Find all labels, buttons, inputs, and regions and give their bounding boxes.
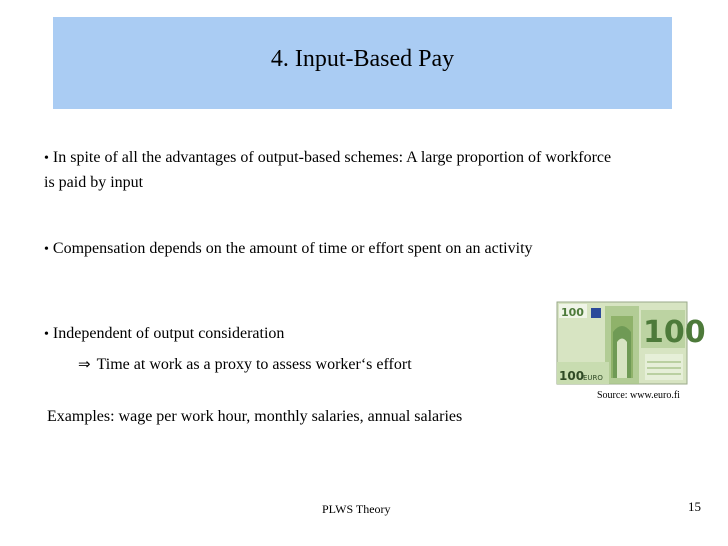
bullet-3: [44, 322, 624, 347]
slide-title: 4. Input-Based Pay: [270, 45, 455, 72]
note-value-bottom-left: 100: [559, 369, 585, 383]
page-number: 15: [688, 499, 701, 514]
title-banner: [53, 17, 672, 109]
bullet-2: [44, 237, 624, 262]
implies-arrow-icon: ⇒: [78, 355, 91, 373]
note-value-top-left: 100: [561, 306, 584, 319]
euro-banknote-icon: [557, 302, 706, 384]
bullet-dot: •: [44, 242, 49, 257]
sub-point-text: Time at work as a proxy to assess worker‘s effort: [96, 356, 412, 373]
bullet-3-text: Independent of output consideration: [52, 325, 285, 342]
bullet-dot: •: [44, 327, 49, 342]
footer-title: PLWS Theory: [322, 502, 391, 516]
bullet-1: [44, 146, 624, 195]
examples-text: Examples: wage per work hour, monthly salaries, annual salaries: [47, 408, 463, 425]
bullet-1-text: In spite of all the advantages of output-based schemes: A large proportion of workforce is paid by input: [44, 149, 612, 191]
bullet-dot: •: [44, 151, 49, 166]
image-source-caption: Source: www.euro.fi: [597, 390, 680, 401]
note-currency: EURO: [583, 374, 603, 382]
sub-point: [78, 353, 412, 376]
note-value-large: 100: [643, 315, 706, 350]
bullet-2-text: Compensation depends on the amount of time or effort spent on an activity: [52, 240, 533, 257]
